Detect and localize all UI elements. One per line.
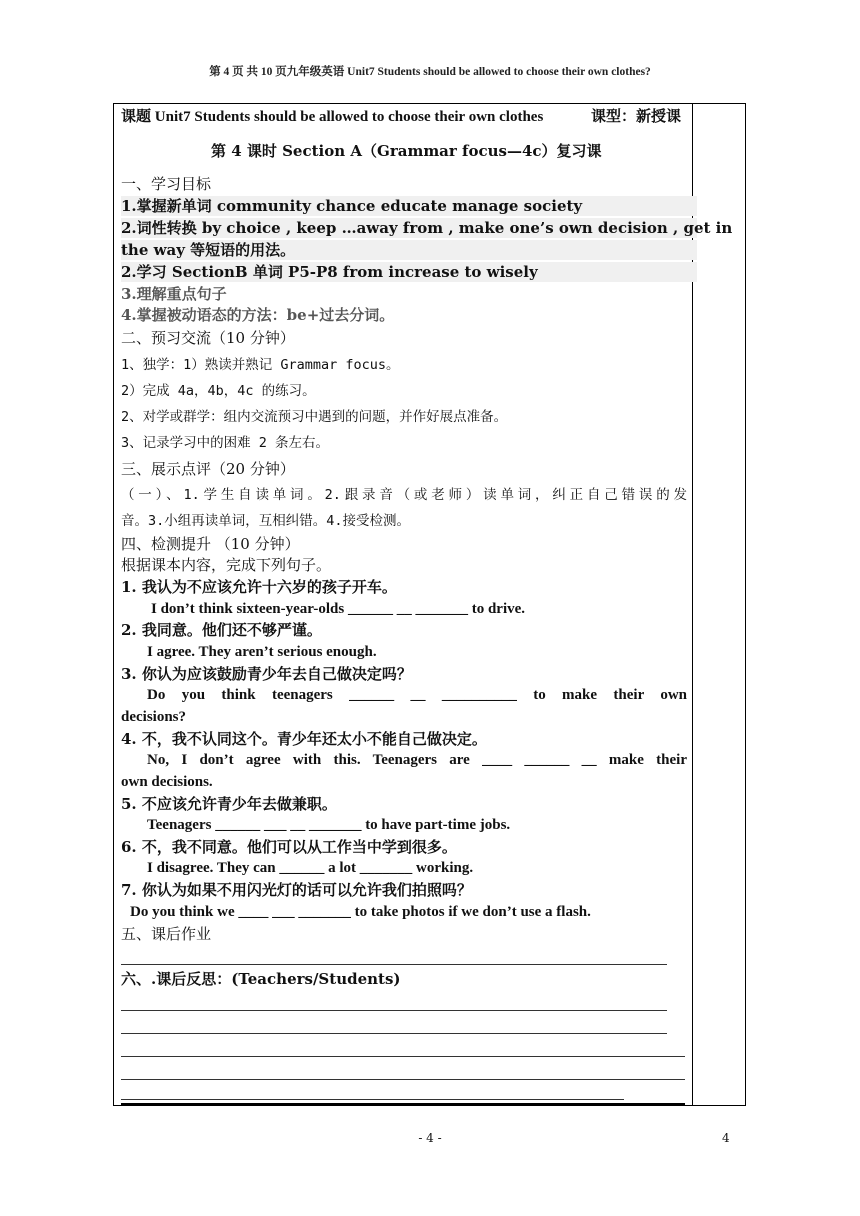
display-text-line: （一）、1.学生自读单词。2.跟录音（或老师）读单词，纠正自己错误的发: [121, 487, 687, 503]
test-question-cn: 2. 我同意。他们还不够严谨。: [121, 621, 322, 639]
lesson-subtitle: 第 4 课时 Section A（Grammar focus—4c）复习课: [211, 142, 602, 160]
test-question-cn: 5. 不应该允许青少年去做兼职。: [121, 795, 337, 813]
test-question-cn: 4. 不，我不认同这个。青少年还太小不能自己做决定。: [121, 730, 487, 748]
test-question-en: Teenagers ______ ___ __ _______ to have part-time jobs.: [147, 817, 511, 833]
goal-item: 3.理解重点句子: [121, 285, 227, 303]
test-question-en: Do you think we ____ ___ _______ to take photos if we don’t use a flash.: [130, 904, 591, 920]
goal-item: the way 等短语的用法。: [121, 240, 697, 260]
test-instruction: 根据课本内容，完成下列句子。: [121, 556, 332, 574]
goal-item: 2.学习 SectionB 单词 P5-P8 from increase to wisely: [121, 262, 697, 282]
title-topic: Unit7 Students should be allowed to choose their own clothes: [154, 109, 544, 125]
test-question-cn: 3. 你认为应该鼓励青少年去自己做决定吗？: [121, 665, 412, 683]
goal-item: 1.掌握新单词 community chance educate manage society: [121, 196, 697, 216]
answer-line: [121, 1010, 667, 1011]
answer-line: [121, 1103, 685, 1105]
page-number-right: 4: [722, 1131, 730, 1145]
lesson-type: 课型：新授课: [591, 107, 682, 125]
goals-heading: 一、学习目标: [121, 175, 212, 193]
preview-item: 2、对学或群学：组内交流预习中遇到的问题，并作好展点准备。: [121, 409, 508, 425]
test-question-cn: 7. 你认为如果不用闪光灯的话可以允许我们拍照吗？: [121, 881, 472, 899]
test-question-cn: 6. 不，我不同意。他们可以从工作当中学到很多。: [121, 838, 457, 856]
preview-item: 1、独学：1）熟读并熟记 Grammar focus。: [121, 357, 400, 373]
display-text-line: 音。3.小组再读单词，互相纠错。4.接受检测。: [121, 513, 411, 529]
reflection-heading: 六、.课后反思：(Teachers/Students): [121, 970, 401, 988]
answer-line: [121, 1056, 685, 1057]
test-question-cn: 1. 我认为不应该允许十六岁的孩子开车。: [121, 578, 397, 596]
test-question-en: I don’t think sixteen-year-olds ______ __ _______ to drive.: [151, 601, 526, 617]
answer-line: [121, 964, 667, 965]
answer-line: [121, 1079, 685, 1080]
test-question-en: Do you think teenagers ______ __ __________ to make their own: [147, 687, 687, 703]
test-question-en: own decisions.: [121, 774, 213, 790]
goal-item: 4.掌握被动语态的方法：be+过去分词。: [121, 306, 395, 324]
test-question-en: decisions?: [121, 709, 187, 725]
goal-item: 2.词性转换 by choice , keep …away from , make one’s own decision , get in: [121, 219, 733, 237]
answer-line: [121, 1099, 624, 1100]
title-row: [121, 106, 543, 127]
display-heading: 三、展示点评（20 分钟）: [121, 460, 295, 478]
page-header: 第 4 页 共 10 页九年级英语 Unit7 Students should be allowed to choose their own clothes?: [209, 66, 651, 78]
preview-item: 2）完成 4a，4b，4c 的练习。: [121, 383, 316, 399]
preview-heading: 二、预习交流（10 分钟）: [121, 329, 295, 347]
page-number-center: - 4 -: [418, 1131, 442, 1145]
preview-item: 3、记录学习中的困难 2 条左右。: [121, 435, 330, 451]
title-label: 课题: [121, 107, 152, 125]
test-question-en: No, I don’t agree with this. Teenagers are ____ ______ __ make their: [147, 752, 687, 768]
homework-heading: 五、课后作业: [121, 925, 212, 943]
answer-line: [121, 1033, 667, 1034]
test-heading: 四、检测提升 （10 分钟）: [121, 535, 300, 553]
test-question-en: I disagree. They can ______ a lot _______ working.: [147, 860, 474, 876]
test-question-en: I agree. They aren’t serious enough.: [147, 644, 377, 660]
